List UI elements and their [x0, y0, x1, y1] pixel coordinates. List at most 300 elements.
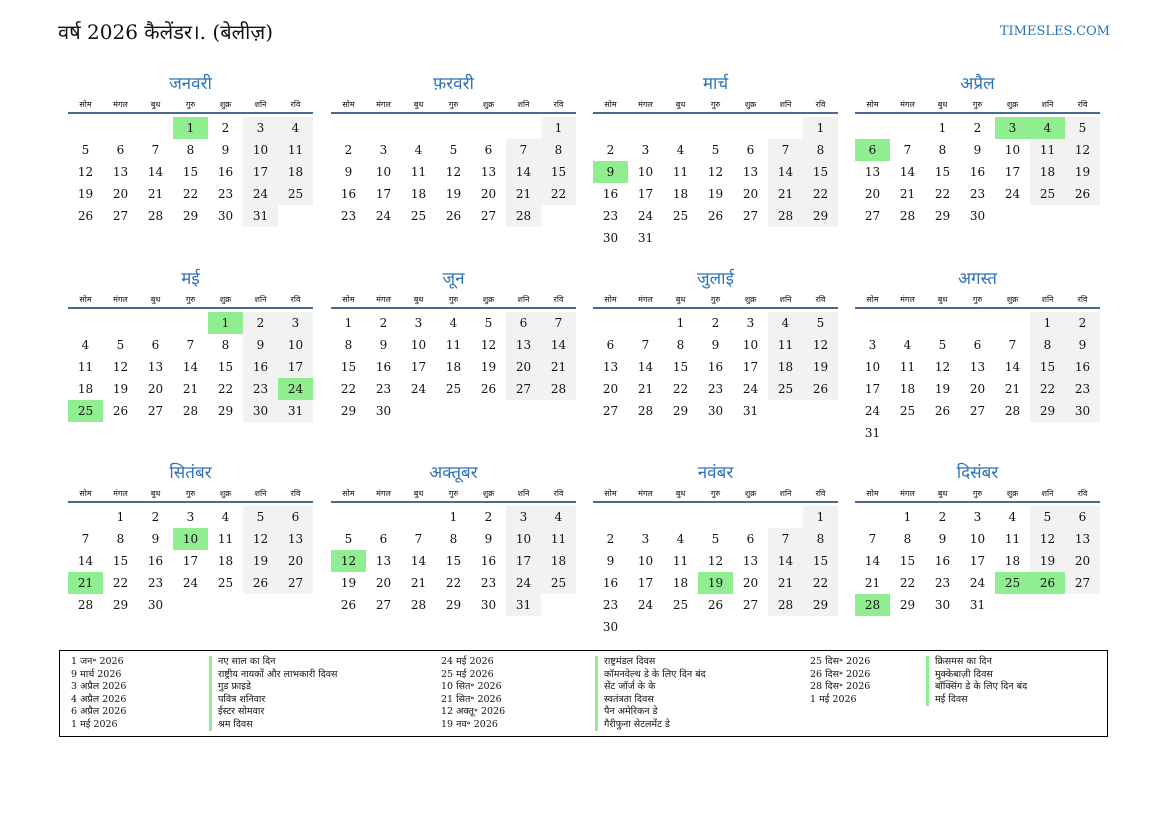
weekday-label: बुध [675, 100, 686, 109]
day-cell: 2 [484, 510, 493, 524]
weekday-label: बुध [150, 489, 161, 498]
day-cell: 17 [864, 382, 881, 396]
weekday-label: सोम [604, 489, 617, 498]
day-cell: 7 [768, 528, 803, 550]
day-cell: 15 [1030, 356, 1065, 378]
day-cell: 3 [414, 316, 423, 330]
day-cell: 5 [116, 338, 125, 352]
day-cell: 18 [1030, 161, 1065, 183]
weekday-label: गुरु [448, 295, 459, 304]
day-cell: 24 [637, 209, 654, 223]
day-cell: 20 [147, 382, 164, 396]
weekday-label: शनि [779, 100, 792, 109]
day-cell: 9 [151, 532, 160, 546]
day-cell: 8 [344, 338, 353, 352]
day-cell: 2 [606, 143, 615, 157]
weekday-label: शनि [517, 100, 530, 109]
weekday-label: सोम [342, 489, 355, 498]
day-cell: 9 [973, 143, 982, 157]
weekday-label: मंगल [900, 295, 915, 304]
empty-cell [995, 312, 1030, 334]
holiday-cell: 10 [173, 528, 208, 550]
holiday-date: 19 नव॰ 2026 [441, 718, 498, 730]
holiday-cell: 6 [855, 139, 890, 161]
day-cell: 11 [1004, 532, 1021, 546]
holiday-name: राष्ट्रीय नायकों और लाभकारी दिवस [209, 669, 337, 682]
day-cell: 18 [445, 360, 462, 374]
day-cell: 15 [112, 554, 129, 568]
month-block [68, 265, 313, 422]
day-cell: 3 [746, 316, 755, 330]
day-cell: 24 [864, 404, 881, 418]
day-cell: 16 [375, 360, 392, 374]
day-cell: 3 [641, 532, 650, 546]
weekday-label: सोम [79, 295, 92, 304]
holiday-date: 1 जन॰ 2026 [71, 656, 124, 667]
weekday-label: शनि [779, 489, 792, 498]
weekday-label: मंगल [113, 489, 128, 498]
day-cell: 23 [602, 209, 619, 223]
day-cell: 12 [1030, 528, 1065, 550]
weekday-label: शनि [517, 489, 530, 498]
empty-cell [103, 117, 138, 139]
day-cell: 21 [1004, 382, 1021, 396]
day-cell: 26 [243, 572, 278, 594]
day-cell: 30 [147, 598, 164, 612]
month-block [593, 265, 838, 422]
weekday-label: शुक्र [1006, 489, 1019, 498]
day-cell: 1 [903, 510, 912, 524]
day-cell: 21 [182, 382, 199, 396]
holiday-cell: 19 [698, 572, 733, 594]
weekday-label: बुध [675, 295, 686, 304]
day-cell: 16 [1065, 356, 1100, 378]
day-cell: 15 [899, 554, 916, 568]
day-cell: 31 [637, 231, 654, 245]
weekday-label: मंगल [900, 489, 915, 498]
day-cell: 2 [1065, 312, 1100, 334]
day-cell: 22 [112, 576, 129, 590]
day-cell: 2 [711, 316, 720, 330]
month-block [855, 70, 1100, 227]
empty-cell [593, 312, 628, 334]
weekday-label: रवि [553, 295, 564, 304]
day-cell: 14 [1004, 360, 1021, 374]
day-cell: 13 [278, 528, 313, 550]
day-cell: 24 [637, 598, 654, 612]
day-cell: 11 [1030, 139, 1065, 161]
day-cell: 19 [480, 360, 497, 374]
day-cell: 28 [637, 404, 654, 418]
day-cell: 29 [934, 209, 951, 223]
holiday-cell: 1 [208, 312, 243, 334]
holiday-legend [59, 650, 1108, 737]
day-cell: 19 [77, 187, 94, 201]
day-cell: 18 [278, 161, 313, 183]
day-cell: 23 [707, 382, 724, 396]
day-cell: 14 [864, 554, 881, 568]
weekday-label: सोम [604, 295, 617, 304]
holiday-cell: 28 [855, 594, 890, 616]
holiday-name: मई दिवस [926, 694, 1027, 707]
day-cell: 27 [969, 404, 986, 418]
day-cell: 8 [541, 139, 576, 161]
day-cell: 15 [803, 550, 838, 572]
day-cell: 4 [221, 510, 230, 524]
weekday-label: सोम [342, 100, 355, 109]
day-cell: 25 [410, 209, 427, 223]
day-cell: 3 [641, 143, 650, 157]
day-cell: 20 [864, 187, 881, 201]
holiday-name: सेंट जॉर्ज के के [595, 681, 706, 694]
day-cell: 8 [116, 532, 125, 546]
weekday-label: बुध [937, 489, 948, 498]
holiday-date: 1 मई 2026 [71, 718, 118, 730]
weekday-label: शनि [254, 100, 267, 109]
weekday-label: गुरु [972, 489, 983, 498]
holiday-cell: 24 [278, 378, 313, 400]
day-cell: 6 [746, 143, 755, 157]
day-cell: 29 [340, 404, 357, 418]
weekday-label: रवि [1077, 489, 1088, 498]
weekday-label: सोम [866, 295, 879, 304]
day-cell: 4 [81, 338, 90, 352]
day-cell: 4 [676, 143, 685, 157]
day-cell: 6 [1065, 506, 1100, 528]
weekday-label: रवि [815, 295, 826, 304]
day-cell: 3 [243, 117, 278, 139]
day-cell: 22 [803, 572, 838, 594]
day-cell: 20 [278, 550, 313, 572]
day-cell: 31 [506, 594, 541, 616]
day-cell: 22 [541, 183, 576, 205]
day-cell: 25 [672, 209, 689, 223]
day-cell: 7 [541, 312, 576, 334]
day-cell: 7 [151, 143, 160, 157]
weekday-label: शुक्र [482, 295, 495, 304]
day-cell: 23 [147, 576, 164, 590]
day-cell: 7 [768, 139, 803, 161]
weekday-label: शुक्र [744, 100, 757, 109]
day-cell: 21 [864, 576, 881, 590]
empty-cell [960, 312, 995, 334]
day-cell: 17 [410, 360, 427, 374]
weekday-label: बुध [413, 489, 424, 498]
day-cell: 11 [445, 338, 462, 352]
day-cell: 11 [672, 554, 689, 568]
day-cell: 13 [969, 360, 986, 374]
day-cell: 8 [1030, 334, 1065, 356]
day-cell: 2 [344, 143, 353, 157]
day-cell: 11 [541, 528, 576, 550]
weekday-label: गुरु [710, 100, 721, 109]
weekday-label: गुरु [448, 100, 459, 109]
weekday-label: शनि [1041, 100, 1054, 109]
days-grid [331, 117, 576, 227]
day-cell: 15 [934, 165, 951, 179]
day-cell: 18 [541, 550, 576, 572]
weekday-label: सोम [79, 100, 92, 109]
day-cell: 16 [340, 187, 357, 201]
weekday-label: शुक्र [1006, 100, 1019, 109]
day-cell: 7 [414, 532, 423, 546]
weekday-label: बुध [937, 295, 948, 304]
day-cell: 17 [637, 187, 654, 201]
holiday-name: पवित्र शनिवार [209, 694, 337, 707]
day-cell: 30 [1065, 400, 1100, 422]
calendar-title: वर्ष 2026 कैलेंडर।. (बेलीज़) [58, 20, 273, 44]
day-cell: 26 [803, 378, 838, 400]
day-cell: 28 [410, 598, 427, 612]
month-name: अगस्त [958, 269, 997, 289]
day-cell: 22 [445, 576, 462, 590]
day-cell: 13 [506, 334, 541, 356]
day-cell: 8 [938, 143, 947, 157]
day-cell: 16 [243, 356, 278, 378]
day-cell: 10 [506, 528, 541, 550]
day-cell: 20 [602, 382, 619, 396]
month-name: नवंबर [697, 463, 734, 483]
day-cell: 21 [637, 382, 654, 396]
empty-cell [173, 312, 208, 334]
weekday-header [593, 487, 838, 503]
month-name: सितंबर [169, 463, 212, 483]
day-cell: 10 [375, 165, 392, 179]
day-cell: 31 [969, 598, 986, 612]
day-cell: 19 [1065, 161, 1100, 183]
weekday-label: रवि [290, 100, 301, 109]
month-name: जनवरी [169, 74, 212, 94]
day-cell: 2 [379, 316, 388, 330]
day-cell: 15 [445, 554, 462, 568]
day-cell: 6 [151, 338, 160, 352]
day-cell: 7 [506, 139, 541, 161]
day-cell: 2 [606, 532, 615, 546]
day-cell: 18 [77, 382, 94, 396]
legend-names-2 [595, 656, 706, 731]
day-cell: 20 [1065, 550, 1100, 572]
month-block [68, 70, 313, 227]
day-cell: 26 [112, 404, 129, 418]
empty-cell [733, 506, 768, 528]
day-cell: 28 [768, 594, 803, 616]
day-cell: 25 [541, 572, 576, 594]
day-cell: 12 [480, 338, 497, 352]
month-name: अक्तूबर [429, 463, 478, 483]
legend-dates-3 [810, 656, 870, 706]
day-cell: 29 [672, 404, 689, 418]
day-cell: 14 [899, 165, 916, 179]
day-cell: 18 [410, 187, 427, 201]
holiday-date: 24 मई 2026 [441, 656, 494, 667]
weekday-label: सोम [604, 100, 617, 109]
day-cell: 30 [375, 404, 392, 418]
day-cell: 5 [344, 532, 353, 546]
day-cell: 13 [375, 554, 392, 568]
day-cell: 29 [1030, 400, 1065, 422]
weekday-label: शुक्र [482, 489, 495, 498]
day-cell: 25 [768, 378, 803, 400]
holiday-date: 1 मई 2026 [810, 693, 857, 705]
day-cell: 31 [278, 400, 313, 422]
day-cell: 22 [340, 382, 357, 396]
weekday-label: मंगल [900, 100, 915, 109]
weekday-label: बुध [937, 100, 948, 109]
weekday-header [855, 487, 1100, 503]
day-cell: 12 [707, 165, 724, 179]
day-cell: 28 [77, 598, 94, 612]
day-cell: 20 [375, 576, 392, 590]
legend-dates-2 [441, 656, 505, 731]
day-cell: 3 [379, 143, 388, 157]
weekday-label: रवि [815, 100, 826, 109]
day-cell: 17 [637, 576, 654, 590]
holiday-date: 25 दिस॰ 2026 [810, 656, 871, 667]
day-cell: 26 [340, 598, 357, 612]
day-cell: 6 [506, 312, 541, 334]
empty-cell [593, 506, 628, 528]
day-cell: 24 [506, 572, 541, 594]
weekday-label: रवि [815, 489, 826, 498]
day-cell: 9 [711, 338, 720, 352]
day-cell: 18 [1004, 554, 1021, 568]
day-cell: 12 [707, 554, 724, 568]
day-cell: 12 [77, 165, 94, 179]
day-cell: 20 [480, 187, 497, 201]
day-cell: 4 [676, 532, 685, 546]
weekday-label: शुक्र [744, 489, 757, 498]
day-cell: 1 [803, 117, 838, 139]
day-cell: 5 [711, 143, 720, 157]
day-cell: 25 [1030, 183, 1065, 205]
day-cell: 14 [768, 550, 803, 572]
day-cell: 15 [217, 360, 234, 374]
day-cell: 31 [864, 426, 881, 440]
day-cell: 21 [506, 183, 541, 205]
day-cell: 23 [217, 187, 234, 201]
day-cell: 26 [480, 382, 497, 396]
day-cell: 24 [742, 382, 759, 396]
holiday-name: गैरीफुना सेटलमेंट डे [595, 719, 706, 732]
weekday-label: गुरु [448, 489, 459, 498]
day-cell: 24 [1004, 187, 1021, 201]
day-cell: 2 [243, 312, 278, 334]
day-cell: 10 [742, 338, 759, 352]
weekday-label: गुरु [972, 100, 983, 109]
day-cell: 16 [707, 360, 724, 374]
days-grid [68, 312, 313, 422]
weekday-label: गुरु [972, 295, 983, 304]
day-cell: 16 [602, 187, 619, 201]
day-cell: 25 [899, 404, 916, 418]
weekday-label: रवि [1077, 100, 1088, 109]
day-cell: 25 [217, 576, 234, 590]
day-cell: 30 [480, 598, 497, 612]
month-block [593, 70, 838, 249]
day-cell: 15 [541, 161, 576, 183]
day-cell: 4 [768, 312, 803, 334]
empty-cell [768, 506, 803, 528]
day-cell: 26 [707, 209, 724, 223]
day-cell: 27 [742, 598, 759, 612]
day-cell: 9 [606, 554, 615, 568]
holiday-date: 25 मई 2026 [441, 668, 494, 680]
day-cell: 12 [243, 528, 278, 550]
day-cell: 20 [742, 187, 759, 201]
day-cell: 28 [147, 209, 164, 223]
day-cell: 22 [1030, 378, 1065, 400]
day-cell: 17 [1004, 165, 1021, 179]
holiday-name: मुक्केबाज़ी दिवस [926, 669, 1027, 682]
day-cell: 23 [375, 382, 392, 396]
day-cell: 10 [637, 165, 654, 179]
empty-cell [855, 506, 890, 528]
day-cell: 11 [217, 532, 234, 546]
day-cell: 11 [768, 334, 803, 356]
empty-cell [698, 117, 733, 139]
day-cell: 26 [1065, 183, 1100, 205]
legend-names-3 [926, 656, 1027, 706]
holiday-name: राष्ट्रमंडल दिवस [595, 656, 706, 669]
day-cell: 31 [243, 205, 278, 227]
weekday-label: बुध [150, 100, 161, 109]
day-cell: 5 [1065, 117, 1100, 139]
month-block [331, 265, 576, 422]
day-cell: 21 [899, 187, 916, 201]
day-cell: 5 [1030, 506, 1065, 528]
empty-cell [331, 117, 366, 139]
day-cell: 19 [1030, 550, 1065, 572]
weekday-header [68, 98, 313, 114]
day-cell: 12 [112, 360, 129, 374]
day-cell: 19 [803, 356, 838, 378]
weekday-label: रवि [553, 100, 564, 109]
weekday-header [593, 98, 838, 114]
day-cell: 30 [217, 209, 234, 223]
day-cell: 1 [938, 121, 947, 135]
day-cell: 11 [899, 360, 916, 374]
day-cell: 8 [449, 532, 458, 546]
site-link[interactable]: TIMESLES.COM [999, 24, 1110, 39]
day-cell: 24 [969, 576, 986, 590]
weekday-label: शनि [254, 489, 267, 498]
day-cell: 11 [278, 139, 313, 161]
day-cell: 14 [77, 554, 94, 568]
day-cell: 2 [973, 121, 982, 135]
day-cell: 14 [541, 334, 576, 356]
holiday-name: नए साल का दिन [209, 656, 337, 669]
day-cell: 15 [340, 360, 357, 374]
weekday-label: शनि [517, 295, 530, 304]
weekday-header [331, 98, 576, 114]
day-cell: 18 [217, 554, 234, 568]
day-cell: 24 [410, 382, 427, 396]
empty-cell [855, 312, 890, 334]
day-cell: 23 [480, 576, 497, 590]
holiday-date: 3 अप्रैल 2026 [71, 681, 127, 692]
day-cell: 5 [243, 506, 278, 528]
weekday-label: शुक्र [219, 489, 232, 498]
day-cell: 18 [768, 356, 803, 378]
holiday-date: 28 दिस॰ 2026 [810, 681, 871, 692]
holiday-name: श्रम दिवस [209, 719, 337, 732]
day-cell: 2 [221, 121, 230, 135]
day-cell: 27 [147, 404, 164, 418]
day-cell: 16 [969, 165, 986, 179]
empty-cell [471, 117, 506, 139]
month-name: मई [181, 269, 200, 289]
day-cell: 30 [934, 598, 951, 612]
